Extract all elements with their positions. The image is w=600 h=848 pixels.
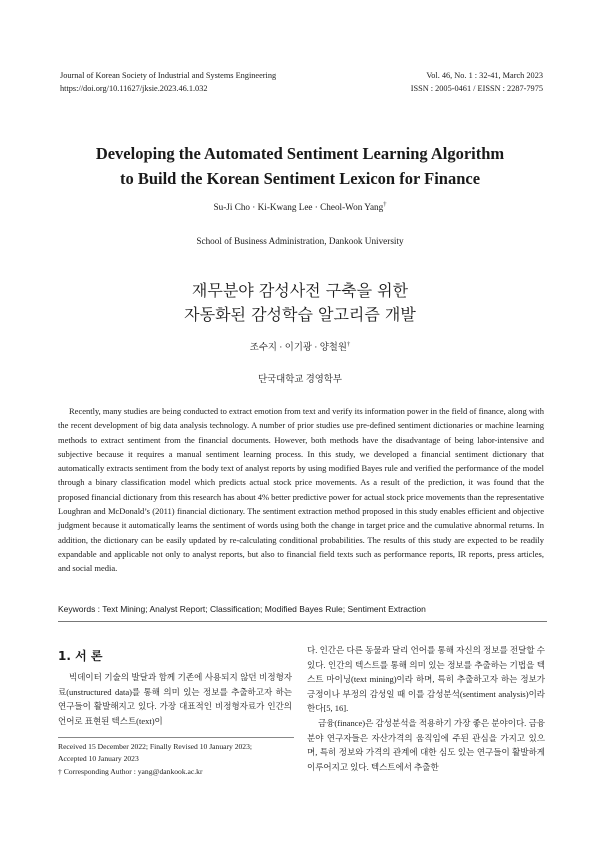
korean-title-line-1: 재무분야 감성사전 구축을 위한 — [191, 281, 409, 300]
finance-paragraph: 금융(finance)은 감성분석을 적용하기 가장 좋은 분야이다. 금융분야 연구자들은 자산가격의 움직임에 주된 관심을 가지고 있으며, 특히 정보와 가격의 관계에 대한 심도 있는 연구들이 활발하게 이루어지고 있다. 텍스트에서 추출한 — [307, 717, 545, 772]
korean-title — [0, 279, 600, 327]
right-column — [307, 643, 545, 774]
abstract: Recently, many studies are being conducted to extract emotion from text and verify its information power in the field of finance, along with the recent development of big data analysis technology. A number of prior studies use pre-defined sentiment dictionaries or machine learning methods to extract sentiment from the financial documents. However, both methods have the disadvantage of being labor-intensive and subjective because it requires a manual sentiment learning process. In this study, we developed a financial sentiment dictionary that automatically extracts sentiment from the body text of analyst reports by using modified Bayes rule and verified the performance of the model through a binary classification model which predicts actual stock price movements. As a result of the prediction, it was found that the proposed financial dictionary from this research has about 4% better predictive power for actual stock price movements than the representative Loughran and McDonald’s (2011) financial dictionary. The sentiment extraction method proposed in this study enables efficient and objective judgment because it automatically learns the sentiment of words using both the change in target price and the cumulative abnormal returns. In addition, the dictionary can be easily updated by re-calculating conditional probabilities. The results of this study are expected to be readily expandable and applicable not only to analyst reports, but also to financial field texts such as performance reports, IR reports, press articles, and social media. — [58, 406, 544, 574]
journal-header — [60, 69, 276, 95]
korean-corresponding-mark: † — [346, 340, 351, 348]
title-line-2: to Build the Korean Sentiment Lexicon for Finance — [119, 169, 481, 188]
affiliation: School of Business Administration, Dankook University — [196, 236, 404, 246]
received-date: Received 15 December 2022; Finally Revised 10 January 2023; — [58, 742, 253, 751]
section-heading: 1. 서 론 — [58, 649, 103, 663]
title-line-1: Developing the Automated Sentiment Learning Algorithm — [95, 144, 505, 163]
korean-affiliation: 단국대학교 경영학부 — [258, 375, 342, 385]
volume-info: Vol. 46, No. 1 : 32-41, March 2023 — [426, 71, 543, 80]
author-list — [0, 201, 600, 212]
issn-info: ISSN : 2005-0461 / EISSN : 2287-7975 — [410, 84, 543, 93]
corresponding-mark: † — [383, 201, 387, 208]
footnote — [58, 741, 294, 778]
intro-paragraph-continued: 다. 인간은 다른 동물과 달리 언어를 통해 자신의 정보를 전달할 수 있다. 인간의 텍스트를 통해 의미 있는 정보를 추출하는 기법을 텍스트 마이닝(text mining)이라 하며, 특히 추출하고자 하는 정보가 긍정이나 부정의 감성일 때 이를 감성분석(sentiment analysis)이라 한다[5, 16]. — [307, 645, 545, 714]
corresponding-author: † Corresponding Author : yang@dankook.ac.kr — [58, 766, 203, 776]
footnote-divider — [58, 737, 294, 738]
korean-author-names: 조수지 · 이기광 · 양철원 — [249, 343, 347, 353]
author-names: Su-Ji Cho · Ki-Kwang Lee · Cheol-Won Yang — [213, 202, 384, 213]
journal-name: Journal of Korean Society of Industrial and Systems Engineering — [60, 71, 277, 80]
keywords-list: Text Mining; Analyst Report; Classification; Modified Bayes Rule; Sentiment Extraction — [102, 604, 426, 614]
section-divider — [58, 621, 547, 622]
intro-paragraph: 빅데이터 기술의 발달과 함께 기존에 사용되지 않던 비정형자료(unstructured data)를 통해 의미 있는 정보를 추출하고자 하는 연구들이 활발해지고 있다. 가장 대표적인 비정형자료가 인간의 언어로 표현된 텍스트(text)이 — [58, 672, 292, 726]
left-column — [58, 670, 292, 728]
doi-link[interactable]: https://doi.org/10.11627/jksie.2023.46.1.032 — [60, 84, 208, 93]
korean-title-line-2: 자동화된 감성학습 알고리즘 개발 — [184, 305, 416, 324]
korean-author-list — [0, 339, 600, 353]
paper-title — [40, 141, 560, 191]
accepted-date: Accepted 10 January 2023 — [58, 754, 139, 764]
keywords — [58, 604, 548, 614]
keywords-label: Keywords : — [58, 604, 103, 614]
volume-header — [411, 69, 543, 95]
